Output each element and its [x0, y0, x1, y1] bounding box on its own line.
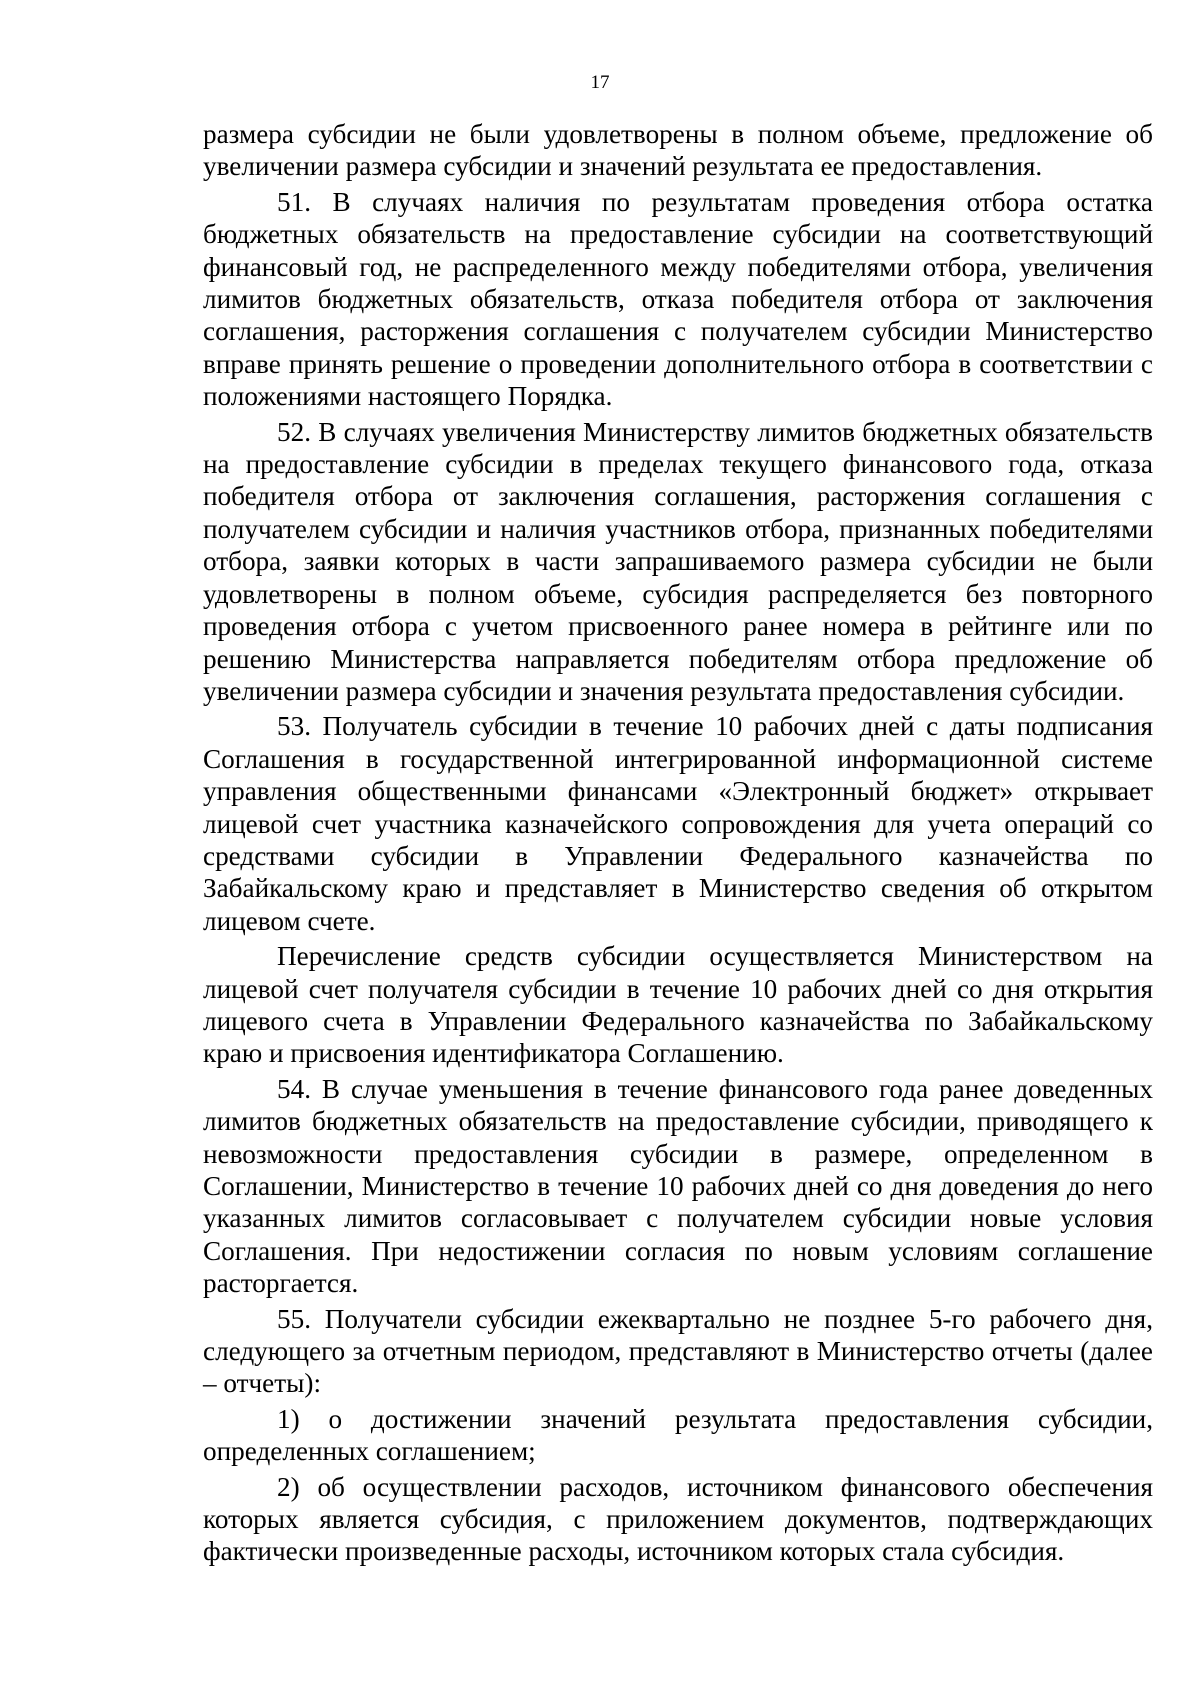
page-number: 17: [590, 72, 610, 93]
paragraph-clause-53: 53. Получатель субсидии в течение 10 рабочих дней с даты подписания Соглашения в государственной интегрированной информационной системе управления общественными финансами «Электронный бюджет» открывает лицевой счет участника казначейского сопровождения для учета операций со средствами субсидии в Управлении Федерального казначейства по Забайкальскому краю и представляет в Министерство сведения об открытом лицевом счете.: [203, 711, 1153, 936]
paragraph-transfer-of-funds: Перечисление средств субсидии осуществляется Министерством на лицевой счет получателя субсидии в течение 10 рабочих дней со дня открытия лицевого счета в Управлении Федерального казначейства по Забайкальскому краю и присвоения идентификатора Соглашению.: [203, 941, 1153, 1069]
paragraph-clause-55: 55. Получатели субсидии ежеквартально не позднее 5-го рабочего дня, следующего за отчетным периодом, представляют в Министерство отчеты (далее – отчеты):: [203, 1303, 1153, 1399]
paragraph-continuation: размера субсидии не были удовлетворены в полном объеме, предложение об увеличении размера субсидии и значений результата ее предоставления.: [203, 119, 1153, 182]
document-body: [203, 118, 1153, 1568]
list-item-1: 1) о достижении значений результата предоставления субсидии, определенных соглашением;: [203, 1403, 1153, 1467]
paragraph-clause-52: 52. В случаях увеличения Министерству лимитов бюджетных обязательств на предоставление субсидии в пределах текущего финансового года, отказа победителя отбора от заключения соглашения, расторжения соглашения с получателем субсидии и наличия участников отбора, признанных победителями отбора, заявки которых в части запрашиваемого размера субсидии не были удовлетворены в полном объеме, субсидия распределяется без повторного проведения отбора с учетом присвоенного ранее номера в рейтинге или по решению Министерства направляется победителям отбора предложение об увеличении размера субсидии и значения результата предоставления субсидии.: [203, 416, 1153, 706]
list-item-2: 2) об осуществлении расходов, источником финансового обеспечения которых является субсидия, с приложением документов, подтверждающих фактически произведенные расходы, источником которых стала субсидия.: [203, 1471, 1153, 1567]
paragraph-clause-51: 51. В случаях наличия по результатам проведения отбора остатка бюджетных обязательств на предоставление субсидии на соответствующий финансовый год, не распределенного между победителями отбора, увеличения лимитов бюджетных обязательств, отказа победителя отбора от заключения соглашения, расторжения соглашения с получателем субсидии Министерство вправе принять решение о проведении дополнительного отбора в соответствии с положениями настоящего Порядка.: [203, 186, 1153, 412]
paragraph-clause-54: 54. В случае уменьшения в течение финансового года ранее доведенных лимитов бюджетных обязательств на предоставление субсидии, приводящего к невозможности предоставления субсидии в размере, определенном в Соглашении, Министерство в течение 10 рабочих дней со дня доведения до него указанных лимитов согласовывает с получателем субсидии новые условия Соглашения. При недостижении согласия по новым условиям соглашение расторгается.: [203, 1073, 1153, 1299]
